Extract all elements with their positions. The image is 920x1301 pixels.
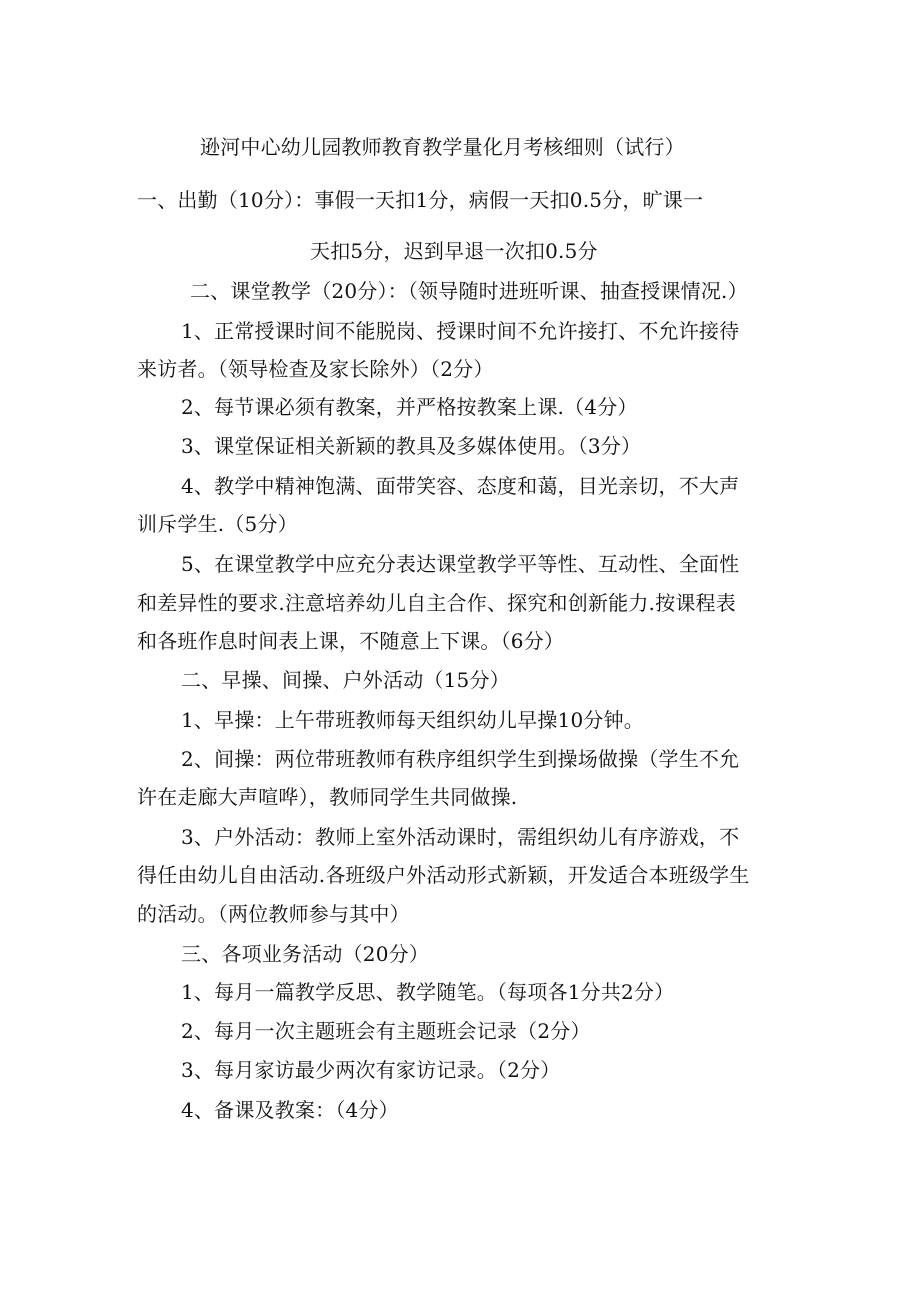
text-line: 4、备课及教案：（4分） (181, 1098, 399, 1122)
text-line: 3、户外活动：教师上室外活动课时，需组织幼儿有序游戏，不 (181, 825, 740, 849)
text-line: 得任由幼儿自由活动.各班级户外活动形式新颖，开发适合本班级学生 (137, 863, 750, 887)
text-line: 和差异性的要求.注意培养幼儿自主合作、探究和创新能力.按课程表 (137, 591, 736, 615)
text-line: 训斥学生.（5分） (137, 512, 298, 536)
text-line: 2、间操：两位带班教师有秩序组织学生到操场做操（学生不允 (181, 747, 740, 771)
text-line: 1、正常授课时间不能脱岗、授课时间不允许接打、不允许接待 (181, 319, 740, 343)
text-line: 和各班作息时间表上课，不随意上下课。（6分） (137, 629, 565, 653)
text-line: 的活动。（两位教师参与其中） (137, 902, 410, 926)
text-line: 二、课堂教学（20分）：（领导随时进班听课、抽查授课情况.） (190, 279, 748, 303)
text-line: 1、每月一篇教学反思、教学随笔。（每项各1分共2分） (181, 980, 675, 1004)
text-line: 5、在课堂教学中应充分表达课堂教学平等性、互动性、全面性 (181, 552, 740, 576)
text-line: 一、出勤（10分）：事假一天扣1分，病假一天扣0.5分，旷课一 (137, 188, 704, 212)
text-line: 二、早操、间操、户外活动（15分） (181, 668, 510, 692)
text-line: 2、每节课必须有教案，并严格按教案上课.（4分） (181, 395, 638, 419)
text-line: 3、每月家访最少两次有家访记录。（2分） (181, 1058, 561, 1082)
text-line: 3、课堂保证相关新颖的教具及多媒体使用。（3分） (181, 434, 642, 458)
text-line: 4、教学中精神饱满、面带笑容、态度和蔼，目光亲切，不大声 (181, 474, 740, 498)
text-line: 三、各项业务活动（20分） (181, 942, 430, 966)
text-line: 2、每月一次主题班会有主题班会记录（2分） (181, 1019, 591, 1043)
text-line: 来访者。（领导检查及家长除外）（2分） (137, 357, 494, 381)
text-line: 1、早操：上午带班教师每天组织幼儿早操10分钟。 (181, 708, 644, 732)
document-title: 逊河中心幼儿园教师教育教学量化月考核细则（试行） (200, 135, 685, 159)
text-line: 天扣5分，迟到早退一次扣0.5分 (310, 239, 598, 263)
text-line: 许在走廊大声喧哗），教师同学生共同做操. (137, 785, 518, 809)
